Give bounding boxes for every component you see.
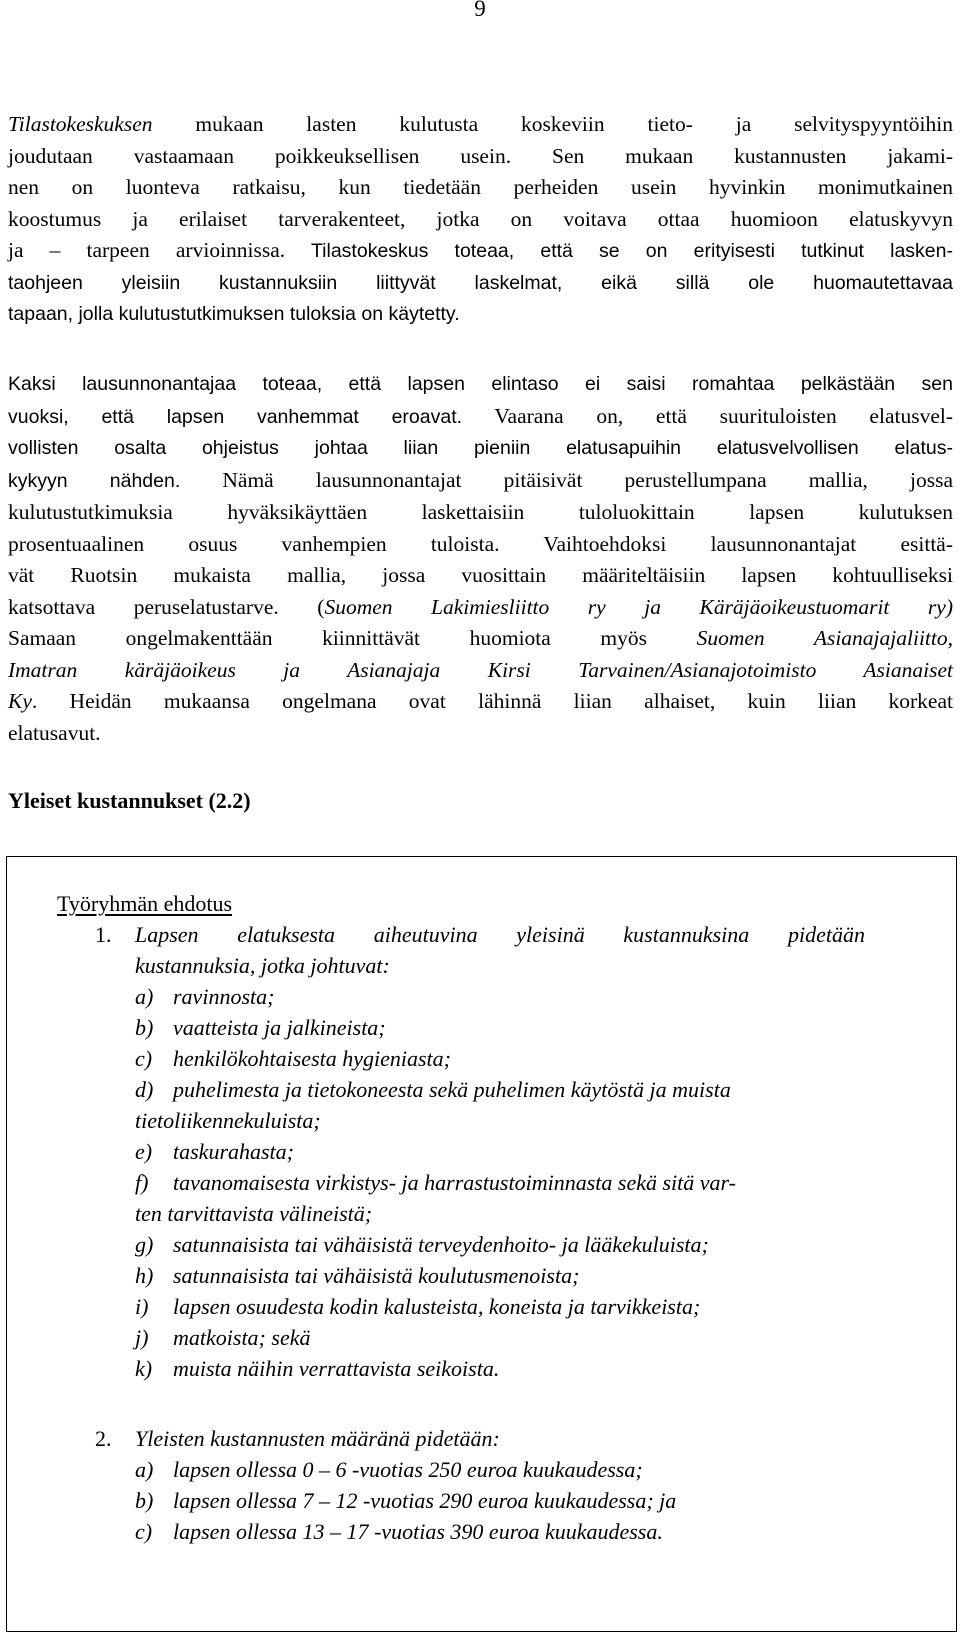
text-line: nen on luonteva ratkaisu, kun tiedetään perheiden usein hyvinkin monimutkainen [8,175,953,199]
text-line [8,109,953,141]
list-item [135,1167,865,1198]
text-line: joudutaan vastaamaan poikkeuksellisen usein. Sen mukaan kustannusten jakami- [8,143,953,168]
list-item [135,1198,865,1229]
list-item [135,1353,865,1384]
list-item-text: henkilökohtaisesta hygieniasta; [173,1046,451,1071]
organization-names: Imatran käräjäoikeus ja Asianajaja Kirsi Tarvainen/Asianajotoimisto Asianaiset [8,657,953,682]
list-item-label: k) [135,1356,153,1381]
list-item [135,1260,865,1291]
list-item-label: g) [135,1232,154,1257]
list-item-label: i) [135,1294,149,1319]
list-item-label: b) [135,1015,154,1040]
paragraph-statistics-finland [8,109,953,331]
text-line [8,655,953,687]
text-line: kulutustutkimuksia hyväksikäyttäen laskettaisiin tuloluokittain lapsen kulutuksen [8,500,953,524]
list-item-text: satunnaisista tai vähäisistä koulutusmenoista; [173,1263,580,1288]
list-item-text: ravinnosta; [173,984,275,1009]
list-item-text: lapsen ollessa 7 – 12 -vuotias 290 euroa kuukaudessa; ja [173,1488,677,1513]
list-item-text: vaatteista ja jalkineista; [173,1015,386,1040]
organization-name: Suomen Asianajajaliitto, [696,626,953,650]
list-item-label: b) [135,1488,154,1513]
list-item-label: c) [135,1519,153,1544]
text-segment: ja – tarpeen arvioinnissa. [8,238,286,262]
text-segment: kykyyn nähden. [8,469,181,492]
list-number-2: 2. [95,1426,112,1451]
list-item [135,981,865,1012]
text-line: elatusavut. [8,720,101,745]
list-item [135,1012,865,1043]
list-item-text: satunnaisista tai vähäisistä terveydenhoito- ja lääkekuluista; [173,1232,709,1257]
list-item-label: j) [135,1325,149,1350]
paragraph-statements [8,369,953,749]
text-line [8,235,953,268]
cost-list-1 [135,919,865,1384]
list-item [135,1136,865,1167]
text-line: vollisten osalta ohjeistus johtaa liian pieniin elatusapuihin elatusvelvollisen elatus- [8,437,953,459]
list-item [135,1291,865,1322]
section-heading: Yleiset kustannukset (2.2) [8,788,251,813]
text-segment: Vaarana on, että suurituloisten elatusvel- [462,403,954,428]
list-item-text: taskurahasta; [173,1139,294,1164]
text-line [8,592,953,624]
text-line [8,465,953,498]
list-item [135,1454,865,1485]
list-item [135,1485,865,1516]
sub-list [135,1454,865,1547]
list-item-text: lapsen ollessa 0 – 6 -vuotias 250 euroa kuukaudessa; [173,1457,643,1482]
text-segment: Nämä lausunnonantajat pitäisivät perustellumpana mallia, jossa [180,467,953,492]
list-intro: kustannuksia, jotka johtuvat: [135,953,390,978]
list-item-text: puhelimesta ja tietokoneesta sekä puhelimen käytöstä ja muista [173,1077,731,1102]
list-item-label: a) [135,1457,154,1482]
list-item-text: ten tarvittavista välineistä; [135,1201,373,1226]
text-line: Kaksi lausunnonantajaa toteaa, että lapsen elintaso ei saisi romahtaa pelkästään sen [8,373,953,395]
page-number: 9 [474,0,486,21]
list-item-label: e) [135,1139,153,1164]
list-item [135,1229,865,1260]
text-segment: katsottava peruselatustarve. ( [8,594,325,619]
text-line [8,686,953,718]
text-segment: . Heidän mukaansa ongelmana ovat lähinnä liian alhaiset, kuin liian korkeat [31,689,953,713]
list-item-label: d) [135,1077,154,1102]
text-line: koostumus ja erilaiset tarverakenteet, jotka on voitava ottaa huomioon elatuskyvyn [8,206,953,231]
list-item-text: matkoista; sekä [173,1325,311,1350]
text-line [8,401,953,434]
cost-list-2 [135,1423,865,1547]
list-intro: Yleisten kustannusten määränä pidetään: [135,1426,500,1451]
list-item-label: f) [135,1170,149,1195]
text-line: prosentuaalinen osuus vanhempien tuloista. Vaihtoehdoksi lausunnonantajat esittä- [8,531,953,556]
list-item-label: c) [135,1046,153,1071]
list-item [135,1043,865,1074]
list-item-label: h) [135,1263,154,1288]
text-line: tapaan, jolla kulutustutkimuksen tuloksia on käytetty. [8,303,460,325]
text-segment: mukaan lasten kulutusta koskeviin tieto- ja selvityspyyntöihin [152,112,953,136]
list-item-text: tietoliikennekuluista; [135,1108,321,1133]
list-item [135,1105,865,1136]
list-item [135,1516,865,1547]
list-item-label: a) [135,984,154,1009]
text-segment: Samaan ongelmakenttään kiinnittävät huomiota myös [8,626,697,650]
list-item-text: lapsen osuudesta kodin kalusteista, koneista ja tarvikkeista; [173,1294,701,1319]
sub-list [135,981,865,1384]
text-segment: Tilastokeskus toteaa, että se on erityisesti tutkinut lasken- [285,240,953,262]
text-segment: vuoksi, että lapsen vanhemmat eroavat. [8,405,463,428]
organization-names: Suomen Lakimiesliitto ry ja Käräjäoikeustuomarit ry) [324,594,953,619]
proposal-box [6,856,957,1632]
organization-name: Ky [8,689,32,713]
list-item-text: tavanomaisesta virkistys- ja harrastustoiminnasta sekä sitä var- [173,1170,736,1195]
text-line: vät Ruotsin mukaista mallia, jossa vuosittain määriteltäisiin lapsen kohtuulliseksi [8,563,953,587]
proposal-title: Työryhmän ehdotus [57,891,233,916]
list-item [135,1074,865,1105]
list-number-1: 1. [95,922,112,947]
list-intro: Lapsen elatuksesta aiheutuvina yleisinä kustannuksina pidetään [135,922,865,947]
list-item-text: muista näihin verrattavista seikoista. [173,1356,500,1381]
text-line [8,623,953,655]
list-item [135,1322,865,1353]
text-line: taohjeen yleisiin kustannuksiin liittyvät laskelmat, eikä sillä ole huomautettavaa [8,271,953,294]
list-item-text: lapsen ollessa 13 – 17 -vuotias 390 euroa kuukaudessa. [173,1519,663,1544]
organization-name: Tilastokeskuksen [8,112,153,136]
